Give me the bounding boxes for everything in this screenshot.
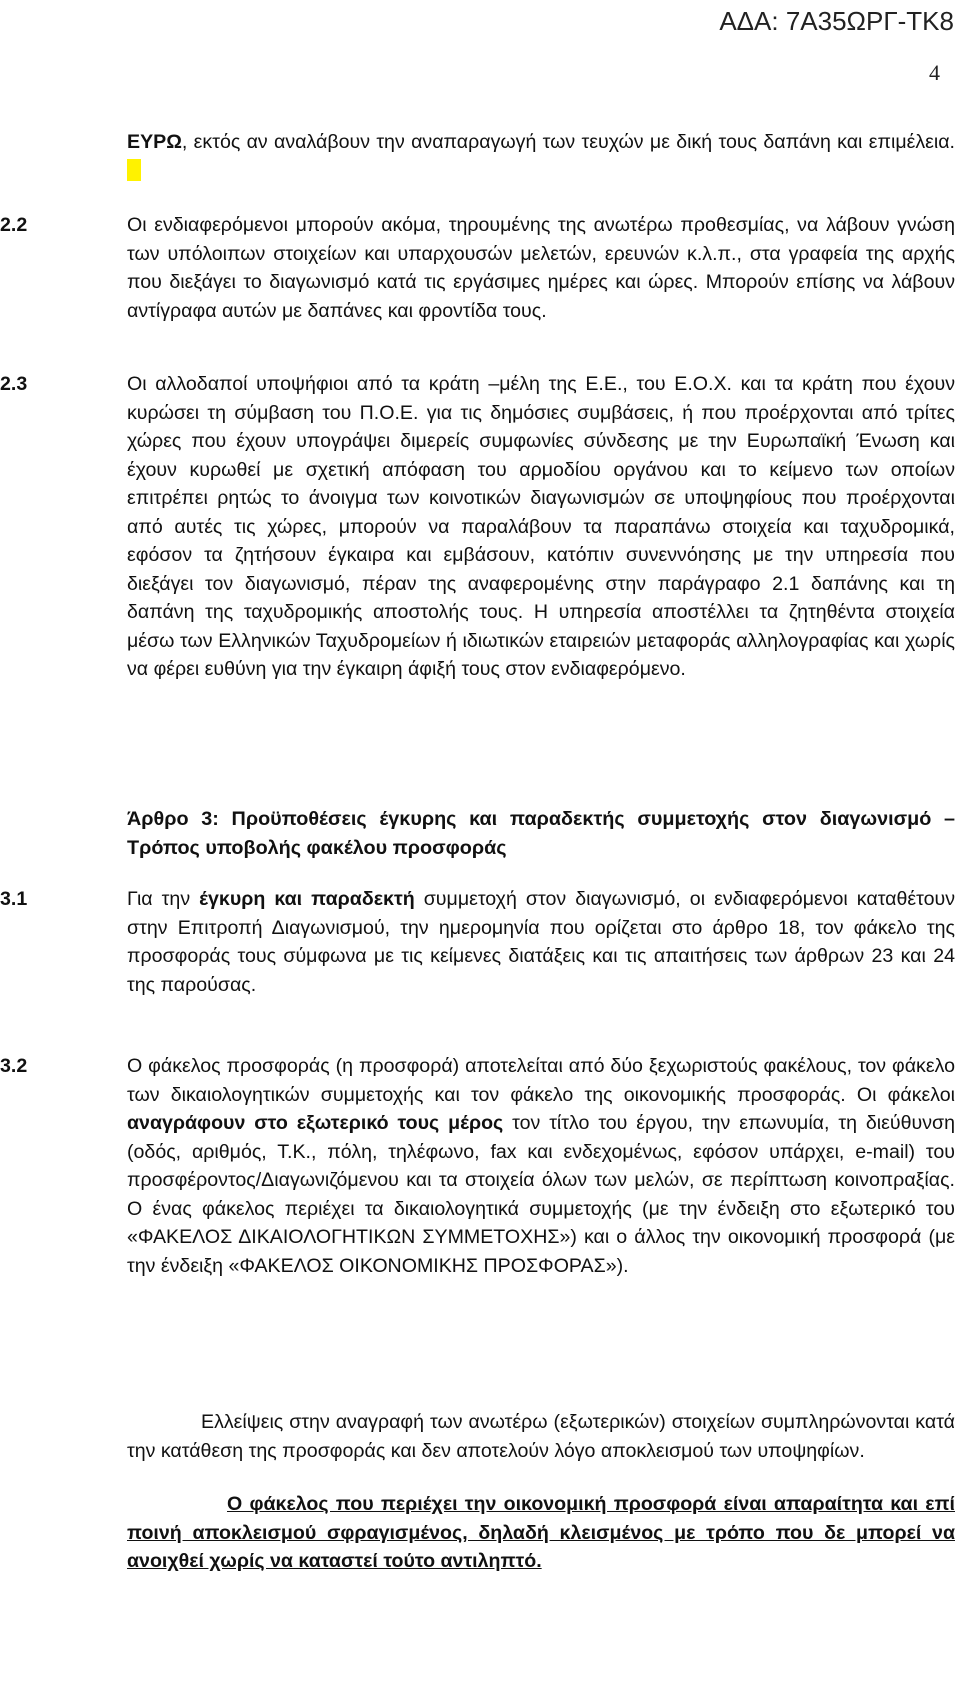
section-number-3-2: 3.2 bbox=[0, 1055, 28, 1077]
paragraph-3-1 bbox=[127, 885, 955, 999]
paragraph-fakelos-oikonomikis bbox=[127, 1490, 955, 1576]
s32-text-b: τον τίτλο του έργου, την επωνυμία, τη διεύθυνση (οδός, αριθμός, Τ.Κ., πόλη, τηλέφωνο, fax και ενδεχομένως, εφόσον υπάρχει, e-mail) του προσφέροντος/Διαγωνιζόμενου και τα στοιχεία όλων των μελών, σε περίπτωση κοινοπραξίας. Ο ένας φάκελος περιέχει τα δικαιολογητικά συμμετοχής (με την ένδειξη στο εξωτερικό του «ΦΑΚΕΛΟΣ ΔΙΚΑΙΟΛΟΓΗΤΙΚΩΝ ΣΥΜΜΕΤΟΧΗΣ») και ο άλλος την οικονομική προσφορά (με την ένδειξη «ΦΑΚΕΛΟΣ ΟΙΚΟΝΟΜΙΚΗΣ ΠΡΟΣΦΟΡΑΣ»). bbox=[127, 1112, 955, 1277]
intro-text: , εκτός αν αναλάβουν την αναπαραγωγή των τευχών με δική τους δαπάνη και επιμέλεια. bbox=[181, 131, 955, 153]
s32-bold: αναγράφουν στο εξωτερικό τους μέρος bbox=[127, 1112, 504, 1134]
section-number-2-3: 2.3 bbox=[0, 373, 28, 395]
article-3-title: Άρθρο 3: Προϋποθέσεις έγκυρης και παραδεκτής συμμετοχής στον διαγωνισμό – Τρόπος υποβολής φακέλου προσφοράς bbox=[127, 808, 955, 859]
paragraph-intro bbox=[127, 128, 955, 185]
s31-text-a: Για την bbox=[127, 888, 200, 910]
section-number-2-2: 2.2 bbox=[0, 214, 28, 236]
underlined-notice: Ο φάκελος που περιέχει την οικονομική προσφορά είναι απαραίτητα και επί ποινή αποκλεισμού σφραγισμένος, δηλαδή κλεισμένος με τρόπο που δε μπορεί να ανοιχθεί χωρίς να καταστεί τούτο αντιληπτό. bbox=[127, 1493, 955, 1572]
section-number-3-1: 3.1 bbox=[0, 888, 28, 910]
paragraph-2-2: Οι ενδιαφερόμενοι μπορούν ακόμα, τηρουμένης της ανωτέρω προθεσμίας, να λάβουν γνώση των υπόλοιπων στοιχείων και υπαρχουσών μελετών, ερευνών κ.λ.π., στα γραφεία της αρχής που διεξάγει το διαγωνισμό κατά τις εργάσιμες ημέρες και ώρες. Μπορούν επίσης να λάβουν αντίγραφα αυτών με δαπάνες και φροντίδα τους. bbox=[127, 214, 955, 322]
page-number: 4 bbox=[929, 60, 940, 85]
paragraph-2-3: Οι αλλοδαποί υποψήφιοι από τα κράτη –μέλη της Ε.Ε., του Ε.Ο.Χ. και τα κράτη που έχουν κυρώσει τη σύμβαση του Π.Ο.Ε. για τις δημόσιες συμβάσεις, ή που προέρχονται από τρίτες χώρες που έχουν υπογράψει διμερείς συμφωνίες σύνδεσης με την Ευρωπαϊκή Ένωση και έχουν κυρωθεί με σχετική απόφαση του αρμοδίου οργάνου και το κείμενο των οποίων επιτρέπει ρητώς το άνοιγμα των κοινοτικών διαγωνισμών σε υποψηφίους που προέρχονται από αυτές τις χώρες, μπορούν να παραλάβουν τα παραπάνω στοιχεία και ταχυδρομικά, εφόσον τα ζητήσουν έγκαιρα και εμβάσουν, κατόπιν συνεννόησης με την υπηρεσία που διεξάγει τον διαγωνισμό, πέραν της αναφερομένης στην παράγραφο 2.1 δαπάνης και τη δαπάνη της ταχυδρομικής αποστολής τους. Η υπηρεσία αποστέλλει τα ζητηθέντα στοιχεία μέσω των Ελληνικών Ταχυδρομείων ή ιδιωτικών εταιρειών μεταφοράς αλληλογραφίας και χωρίς να φέρει ευθύνη για την έγκαιρη άφιξή τους στον ενδιαφερόμενο. bbox=[127, 373, 955, 680]
paragraph-3-2 bbox=[127, 1052, 955, 1280]
paragraph-elleipseis: Ελλείψεις στην αναγραφή των ανωτέρω (εξωτερικών) στοιχείων συμπληρώνονται κατά την κατάθεση της προσφοράς και δεν αποτελούν λόγο αποκλεισμού των υποψηφίων. bbox=[127, 1411, 955, 1462]
s31-text-b: συμμετοχή στον διαγωνισμό, οι ενδιαφερόμενοι καταθέτουν στην Επιτροπή Διαγωνισμού, την ημερομηνία που ορίζεται στο άρθρο 18, τον φάκελο της προσφοράς τους σύμφωνα με τις κείμενες διατάξεις και τις απαιτήσεις των άρθρων 23 και 24 της παρούσας. bbox=[127, 888, 955, 996]
s31-bold: έγκυρη και παραδεκτή bbox=[199, 888, 415, 910]
intro-bold: ΕΥΡΩ bbox=[127, 131, 182, 153]
highlight-mark bbox=[127, 159, 141, 181]
s32-text-a: Ο φάκελος προσφοράς (η προσφορά) αποτελείται από δύο ξεχωριστούς φακέλους, τον φάκελο των δικαιολογητικών συμμετοχής και τον φάκελο της οικονομικής προσφοράς. Οι φάκελοι bbox=[127, 1055, 955, 1106]
ada-code: ΑΔΑ: 7Α35ΩΡΓ-ΤΚ8 bbox=[719, 6, 954, 36]
